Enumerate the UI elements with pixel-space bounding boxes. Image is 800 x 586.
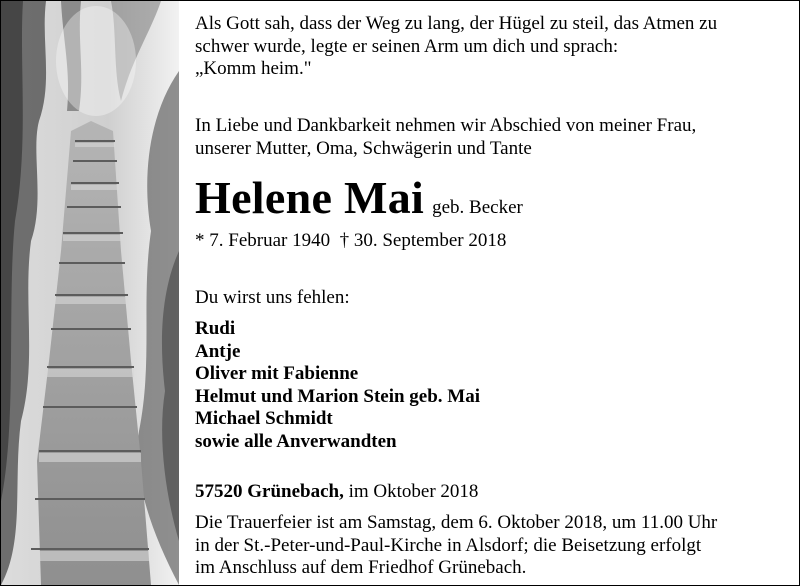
service-line: in der St.-Peter-und-Paul-Kirche in Alsdorf; die Beisetzung erfolgt <box>195 534 702 556</box>
farewell-line: In Liebe und Dankbarkeit nehmen wir Abschied von meiner Frau, <box>195 115 697 136</box>
life-dates: * 7. Februar 1940 † 30. September 2018 <box>195 230 507 251</box>
intro-line: schwer wurde, legte er seinen Arm um dich und sprach: <box>195 35 619 57</box>
mourners-intro: Du wirst uns fehlen: <box>195 287 350 308</box>
intro-line: „Komm heim." <box>195 58 312 79</box>
intro-verse <box>195 13 788 81</box>
mourner-name: sowie alle Anverwandten <box>195 430 397 452</box>
farewell-text <box>195 115 788 160</box>
mourners-list <box>195 318 788 453</box>
place: 57520 Grünebach, <box>195 481 344 502</box>
service-info <box>195 512 788 580</box>
mourner-name: Oliver mit Fabienne <box>195 363 359 384</box>
mourner-name: Antje <box>195 340 241 362</box>
mourner-name: Rudi <box>195 318 236 339</box>
mourner-name: Michael Schmidt <box>195 408 333 429</box>
birth-name: geb. Becker <box>432 197 523 218</box>
deceased-name: Helene Mai <box>195 172 425 223</box>
farewell-line: unserer Mutter, Oma, Schwägerin und Tante <box>195 137 532 159</box>
service-line: im Anschluss auf dem Friedhof Grünebach. <box>195 557 527 578</box>
deceased-name-row <box>195 173 523 223</box>
date: im Oktober 2018 <box>343 481 479 502</box>
intro-line: Als Gott sah, dass der Weg zu lang, der Hügel zu steil, das Atmen zu <box>195 13 718 34</box>
service-line: Die Trauerfeier ist am Samstag, dem 6. Oktober 2018, um 11.00 Uhr <box>195 512 718 533</box>
place-date <box>195 481 788 504</box>
mourner-name: Helmut und Marion Stein geb. Mai <box>195 385 481 407</box>
stairway-photo <box>1 1 179 585</box>
